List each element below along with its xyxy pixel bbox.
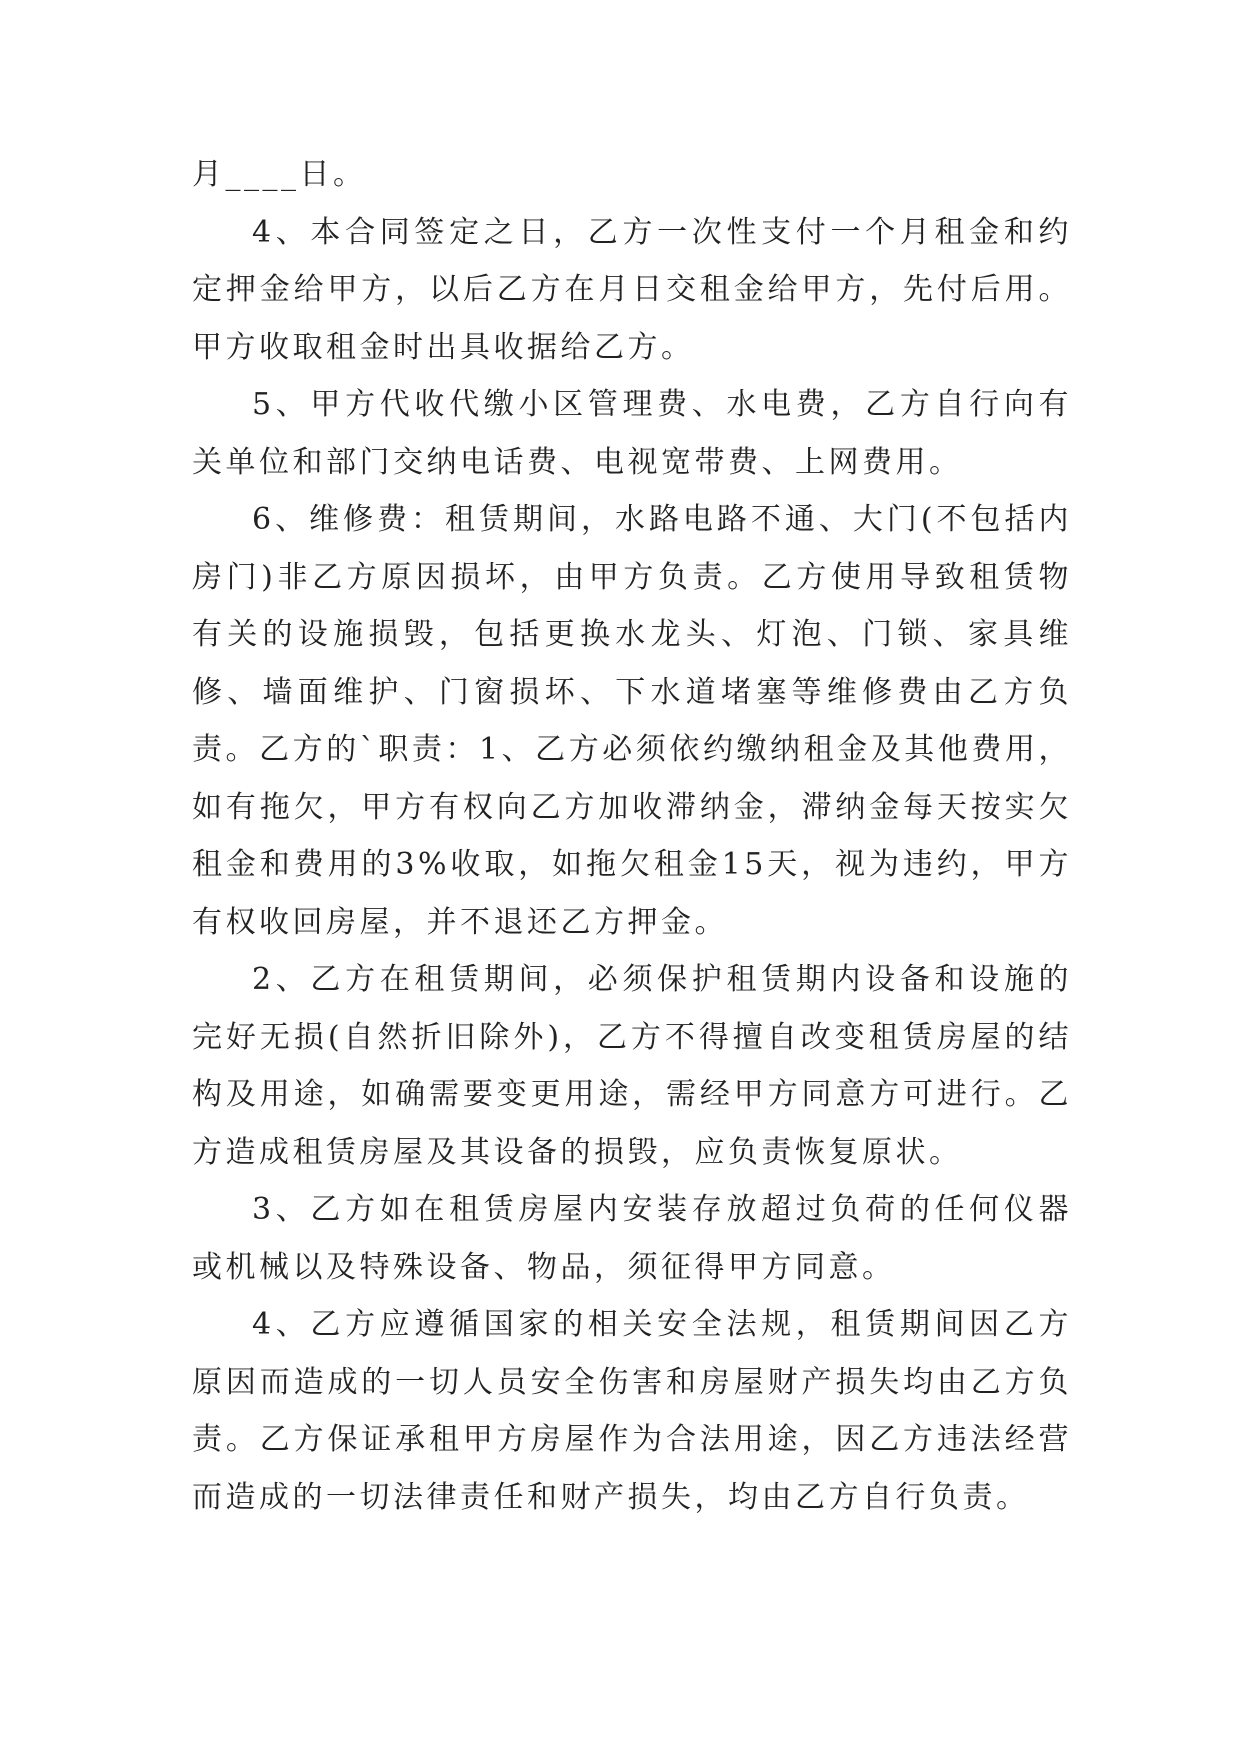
paragraph-duty-3-equipment: 3、乙方如在租赁房屋内安装存放超过负荷的任何仪器或机械以及特殊设备、物品，须征得甲方同意。: [192, 1192, 1072, 1285]
document-body: [192, 146, 1072, 1526]
paragraph-date-fragment: 月____日。: [192, 157, 367, 192]
paragraph-clause-6-repairs: 6、维修费：租赁期间，水路电路不通、大门(不包括内房门)非乙方原因损坏，由甲方负责。乙方使用导致租赁物有关的设施损毁，包括更换水龙头、灯泡、门锁、家具维修、墙面维护、门窗损坏、下水道堵塞等维修费由乙方负责。乙方的`职责：1、乙方必须依约缴纳租金及其他费用，如有拖欠，甲方有权向乙方加收滞纳金，滞纳金每天按实欠租金和费用的3%收取，如拖欠租金15天，视为违约，甲方有权收回房屋，并不退还乙方押金。: [192, 502, 1072, 940]
paragraph-duty-4-safety: 4、乙方应遵循国家的相关安全法规，租赁期间因乙方原因而造成的一切人员安全伤害和房屋财产损失均由乙方负责。乙方保证承租甲方房屋作为合法用途，因乙方违法经营而造成的一切法律责任和财产损失，均由乙方自行负责。: [192, 1307, 1072, 1515]
paragraph-clause-4-payment: 4、本合同签定之日，乙方一次性支付一个月租金和约定押金给甲方，以后乙方在月日交租金给甲方，先付后用。甲方收取租金时出具收据给乙方。: [192, 214, 1072, 365]
paragraph-duty-2-care: 2、乙方在租赁期间，必须保护租赁期内设备和设施的完好无损(自然折旧除外)，乙方不得擅自改变租赁房屋的结构及用途，如确需要变更用途，需经甲方同意方可进行。乙方造成租赁房屋及其设备的损毁，应负责恢复原状。: [192, 962, 1072, 1170]
paragraph-clause-5-fees: 5、甲方代收代缴小区管理费、水电费，乙方自行向有关单位和部门交纳电话费、电视宽带费、上网费用。: [192, 387, 1072, 480]
